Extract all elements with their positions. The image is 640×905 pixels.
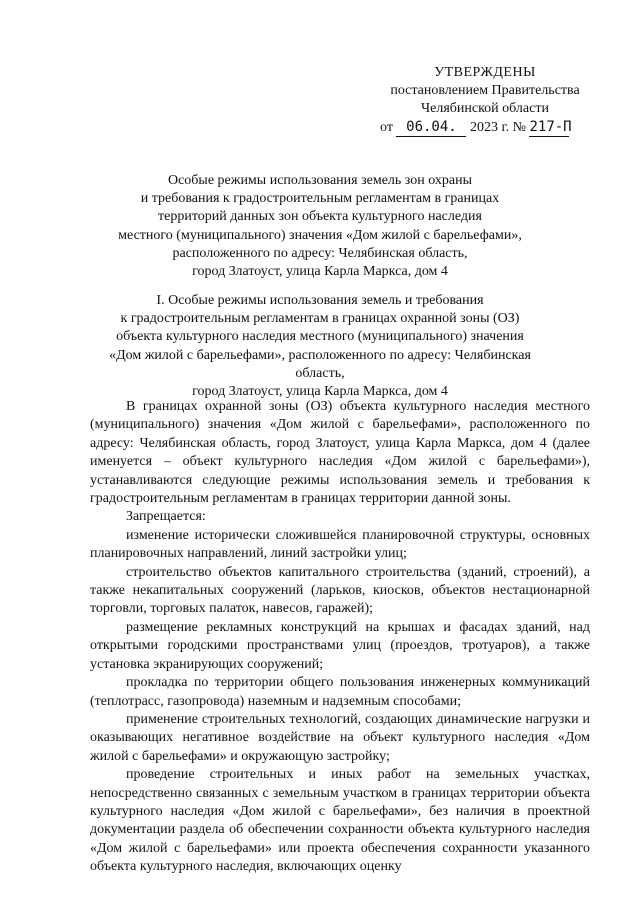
title-line: город Златоуст, улица Карла Маркса, дом 4 [192, 264, 448, 280]
section-line: «Дом жилой с барельефами», расположенного по адресу: Челябинская область, [109, 347, 531, 381]
paragraph: проведение строительных и иных работ на земельных участках, непосредственно связанных с земельным участком в границах территории объекта культурного наследия «Дом жилой с барельефами», без наличия в проектной документации раздела об обеспечении сохранности объекта культурного наследия «Дом жилой с барельефами» или проекта обеспечения сохранности указанного объекта культурного наследия, включающих оценку [90, 767, 590, 875]
title-line: территорий данных зон объекта культурного наследия [158, 209, 482, 225]
paragraph: изменение исторически сложившейся планировочной структуры, основных планировочных направлений, линий застройки улиц; [90, 527, 590, 562]
body-text [90, 398, 590, 877]
section-line: I. Особые режимы использования земель и требования [156, 293, 484, 308]
title-line: расположенного по адресу: Челябинская область, [172, 245, 468, 261]
approval-line-2: Челябинской области [421, 101, 549, 116]
section-line: город Златоуст, улица Карла Маркса, дом 4 [192, 384, 448, 400]
approval-line-1: постановлением Правительства [390, 83, 580, 98]
section-line: объекта культурного наследия местного (муниципального) значения [116, 329, 524, 345]
handwritten-number: 217-П [529, 119, 572, 135]
section-line: к градостроительным регламентам в границах охранной зоны (ОЗ) [120, 311, 520, 327]
paragraph: В границах охранной зоны (ОЗ) объекта культурного наследия местного (муниципального) значения «Дом жилой с барельефами», расположенного по адресу: Челябинская область, город Златоуст, улица Карла Маркса, дом 4 (далее именуется – объект культурного наследия «Дом жилой с барельефами»), устанавливаются следующие режимы использования земель и требования к градостроительным регламентам в границах территории данной зоны. [90, 399, 590, 507]
document-title [96, 172, 544, 281]
title-line: и требования к градостроительным регламентам в границах [140, 191, 500, 207]
title-line: местного (муниципального) значения «Дом жилой с барельефами», [118, 227, 522, 243]
paragraph: Запрещается: [126, 509, 206, 525]
year-label: 2023 г. № [469, 120, 526, 135]
section-heading [96, 292, 544, 401]
title-line: Особые режимы использования земель зон охраны [167, 173, 472, 188]
paragraph: применение строительных технологий, создающих динамические нагрузки и оказывающих негативное воздействие на объект культурного наследия «Дом жилой с барельефами» и окружающую застройку; [90, 711, 590, 764]
date-prefix: от [380, 120, 393, 135]
approval-block [380, 64, 590, 137]
paragraph: размещение рекламных конструкций на крышах и фасадах зданий, над открытыми городскими пространствами улиц (проездов, тротуаров), а также установка экранирующих сооружений; [90, 619, 590, 672]
approval-heading: УТВЕРЖДЕНЫ [434, 65, 536, 80]
paragraph: прокладка по территории общего пользования инженерных коммуникаций (теплотрасс, газопровода) наземным и надземным способами; [90, 675, 590, 709]
approval-dateline [380, 118, 590, 137]
paragraph: строительство объектов капитального строительства (зданий, строений), а также некапитальных сооружений (ларьков, киосков, объектов нестационарной торговли, торговых палаток, навесов, гаражей); [90, 564, 590, 617]
handwritten-date: 06.04. [396, 118, 466, 137]
